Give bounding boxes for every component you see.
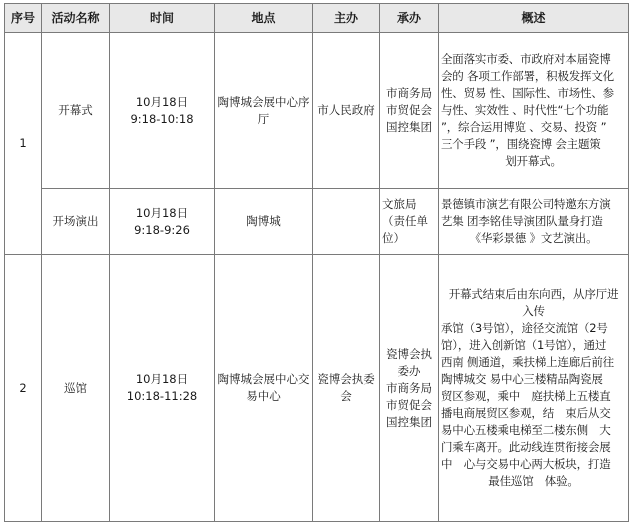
- host-cell: [313, 189, 380, 255]
- summary-line: 门乘车离开。此动线连贯衔接会展: [441, 440, 611, 455]
- time-cell: 10月18日 9:18-10:18: [110, 33, 215, 189]
- summary-line: 陶博城交 易中心三楼精品陶瓷展: [441, 372, 603, 387]
- place-cell: 陶博城: [215, 189, 313, 255]
- summary-line: 承馆（3号馆），途径交流馆（2号: [441, 321, 608, 336]
- summary-line: 最佳巡馆 体验。: [488, 474, 579, 489]
- row-number-cell: 1: [5, 33, 42, 255]
- host-cell: 市人民政府: [313, 33, 380, 189]
- summary-line: 景德镇市演艺有限公司特邀东方演: [441, 197, 611, 212]
- header-organizer: 承办: [380, 4, 439, 33]
- summary-line: 性、贸易 性、国际性、市场性、参: [441, 86, 614, 101]
- summary-line: 全面落实市委、市政府对本届瓷博: [441, 52, 611, 67]
- organizer-cell: 市商务局 市贸促会 国控集团: [380, 33, 439, 189]
- place-cell: 陶博城会展中心交易中心: [215, 255, 313, 522]
- summary-line: 播电商展贸区参观，结 束后从交: [441, 406, 611, 421]
- header-summary: 概述: [439, 4, 629, 33]
- header-activity-name: 活动名称: [42, 4, 110, 33]
- table-row: [5, 189, 629, 255]
- header-place: 地点: [215, 4, 313, 33]
- summary-cell: [439, 33, 629, 189]
- table-row: [5, 255, 629, 522]
- summary-line: ”，综合运用博览 、交易、投资 ”: [441, 120, 607, 135]
- organizer-cell: 文旅局（责任单位）: [380, 189, 439, 255]
- activity-name-cell: 开场演出: [42, 189, 110, 255]
- header-host: 主办: [313, 4, 380, 33]
- summary-line: 中 心与交易中心两大板块，打造: [441, 457, 611, 472]
- event-schedule-sheet: [4, 3, 628, 522]
- summary-line: 开幕式结束后由东向西，从序厅进: [448, 287, 619, 302]
- summary-line: 会的 各项工作部署，积极发挥文化: [441, 69, 614, 84]
- host-cell: 瓷博会执委会: [313, 255, 380, 522]
- activity-name-cell: 巡馆: [42, 255, 110, 522]
- summary-line: 易中心五楼乘电梯至二楼东侧 大: [441, 423, 611, 438]
- event-schedule-table: [4, 3, 629, 522]
- header-row: [5, 4, 629, 33]
- table-row: [5, 33, 629, 189]
- place-cell: 陶博城会展中心序厅: [215, 33, 313, 189]
- summary-cell: [439, 255, 629, 522]
- row-number-cell: 2: [5, 255, 42, 522]
- time-cell: 10月18日 9:18-9:26: [110, 189, 215, 255]
- summary-line: 划开幕式。: [505, 154, 562, 169]
- summary-line: 贸区参观，乘中 庭扶梯上五楼直: [441, 389, 611, 404]
- summary-line: 西南 侧通道，乘扶梯上连廊后前往: [441, 355, 614, 370]
- summary-line: 《华彩景德 》文艺演出。: [469, 231, 598, 246]
- summary-line: 三个手段 ”，围绕瓷博 会主题策: [441, 137, 601, 152]
- summary-line: 馆），进入创新馆（1号馆），通过: [441, 338, 607, 353]
- time-cell: 10月18日 10:18-11:28: [110, 255, 215, 522]
- activity-name-cell: 开幕式: [42, 33, 110, 189]
- header-no: 序号: [5, 4, 42, 33]
- organizer-cell: 瓷博会执委办 市商务局 市贸促会 国控集团: [380, 255, 439, 522]
- summary-cell: [439, 189, 629, 255]
- summary-line: 艺集 团李铭佳导演团队量身打造: [441, 214, 603, 229]
- summary-line: 入传: [522, 304, 545, 319]
- header-time: 时间: [110, 4, 215, 33]
- summary-line: 与性、实效性 、时代性“七个功能: [441, 103, 609, 118]
